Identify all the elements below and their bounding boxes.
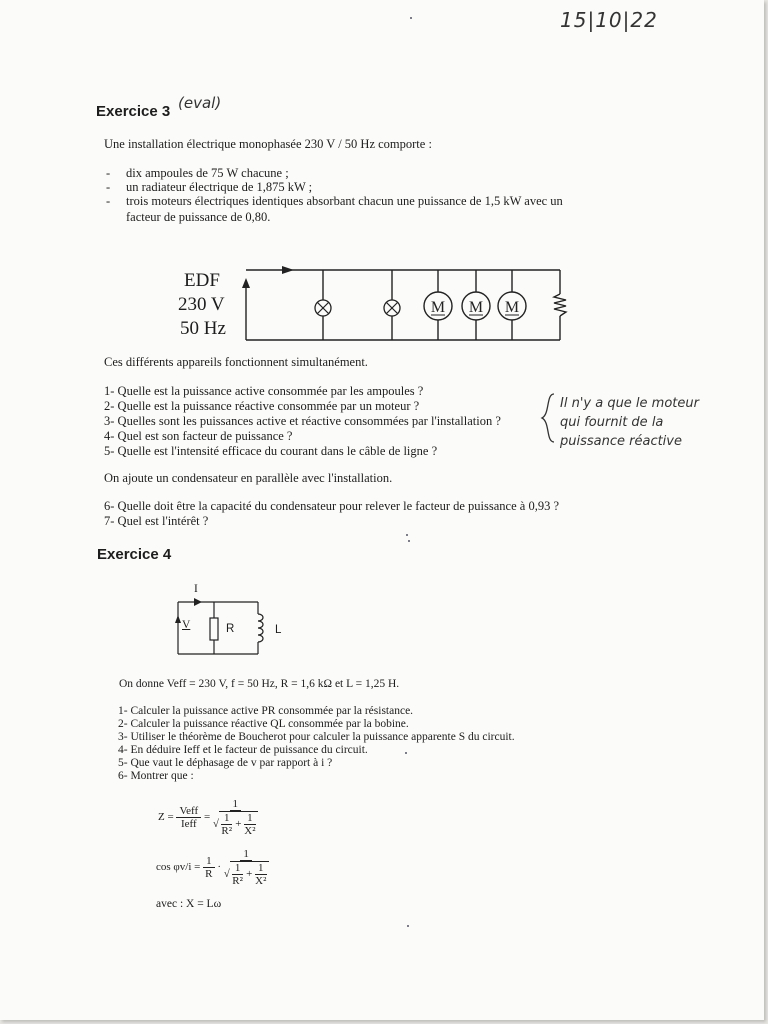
question-item: 3- Utiliser le théorème de Boucherot pour calculer la puissance apparente S du circuit. bbox=[118, 731, 515, 743]
question-item: 2- Calculer la puissance réactive QL consommée par la bobine. bbox=[118, 718, 409, 730]
handwritten-side-note: Il n'y a que le moteur qui fournit de la puissance réactive bbox=[560, 396, 699, 449]
exercise4-title: Exercice 4 bbox=[97, 546, 172, 563]
motor-icon bbox=[424, 292, 452, 320]
svg-text:M: M bbox=[468, 299, 484, 316]
resistor-label: R bbox=[226, 623, 235, 635]
brace-icon bbox=[538, 392, 558, 444]
question-item: 1- Quelle est la puissance active consommée par les ampoules ? bbox=[104, 384, 424, 398]
equipment-list-continuation: facteur de puissance de 0,80. bbox=[126, 210, 271, 224]
question-item: 6- Quelle doit être la capacité du condensateur pour relever le facteur de puissance à 0,93 ? bbox=[104, 499, 559, 513]
exercise3-questions bbox=[104, 384, 501, 459]
source-label-edf: EDF bbox=[184, 270, 220, 291]
lamp-icon bbox=[315, 300, 331, 316]
motor-icon bbox=[498, 292, 526, 320]
source-label-voltage: 230 V bbox=[178, 294, 225, 315]
question-item: 7- Quel est l'intérêt ? bbox=[104, 514, 209, 528]
exercise3-intro: Une installation électrique monophasée 230 V / 50 Hz comporte : bbox=[104, 137, 432, 151]
voltage-label: V bbox=[182, 619, 191, 631]
svg-text:M: M bbox=[504, 299, 520, 316]
list-item: - trois moteurs électriques identiques absorbant chacun une puissance de 1,5 kW avec un bbox=[104, 194, 563, 208]
current-label: I bbox=[194, 583, 198, 595]
paper-speck bbox=[406, 534, 408, 536]
question-item: 1- Calculer la puissance active PR consommée par la résistance. bbox=[118, 705, 414, 717]
equipment-list bbox=[104, 166, 563, 208]
simultaneous-sentence: Ces différents appareils fonctionnent simultanément. bbox=[104, 355, 368, 369]
question-item: 4- En déduire Ieff et le facteur de puissance du circuit. bbox=[118, 744, 368, 756]
power-factor-formula: cos φv/i = $\frac{1}{R}$ · 1 √ $\frac{1}{\text{R²}}$ + $\frac{1}{\text{X²}}$ bbox=[156, 848, 269, 887]
source-label-frequency: 50 Hz bbox=[180, 318, 226, 339]
paper-speck bbox=[405, 752, 407, 754]
question-item: 3- Quelles sont les puissances active et réactive consommées par l'installation ? bbox=[104, 414, 501, 428]
question-item: 5- Quelle est l'intensité efficace du courant dans le câble de ligne ? bbox=[104, 444, 438, 458]
motor-icon bbox=[462, 292, 490, 320]
handwritten-date: 15|10|22 bbox=[560, 8, 658, 32]
paper-speck bbox=[410, 17, 412, 19]
question-item: 5- Que vaut le déphasage de v par rapport à i ? bbox=[118, 757, 333, 769]
installation-circuit-diagram bbox=[170, 258, 580, 348]
list-item: - dix ampoules de 75 W chacune ; bbox=[104, 166, 563, 180]
question-item: 4- Quel est son facteur de puissance ? bbox=[104, 429, 293, 443]
paper-speck bbox=[407, 925, 409, 927]
reactance-definition: avec : X = Lω bbox=[156, 898, 222, 910]
inductor-label: L bbox=[275, 624, 282, 636]
paper-speck bbox=[408, 540, 410, 542]
impedance-formula: Z = $\frac{\text{Veff}}{\text{Ieff}}$ = 1 √ $\frac{1}{\text{R²}}$ + $\frac{1}{\text{X²}}$ bbox=[158, 798, 258, 837]
exercise3-questions-part2 bbox=[104, 499, 559, 529]
exercise4-questions bbox=[118, 705, 515, 783]
question-item: 2- Quelle est la puissance réactive consommée par un moteur ? bbox=[104, 399, 420, 413]
given-values: On donne Veff = 230 V, f = 50 Hz, R = 1,6 kΩ et L = 1,25 H. bbox=[119, 678, 400, 690]
question-item: 6- Montrer que : bbox=[118, 770, 194, 782]
lamp-icon bbox=[384, 300, 400, 316]
capacitor-intro: On ajoute un condensateur en parallèle avec l'installation. bbox=[104, 471, 393, 485]
exercise3-title: Exercice 3 bbox=[96, 103, 171, 120]
handwritten-eval-note: (eval) bbox=[178, 94, 222, 112]
svg-text:M: M bbox=[430, 299, 446, 316]
list-item: - un radiateur électrique de 1,875 kW ; bbox=[104, 180, 563, 194]
